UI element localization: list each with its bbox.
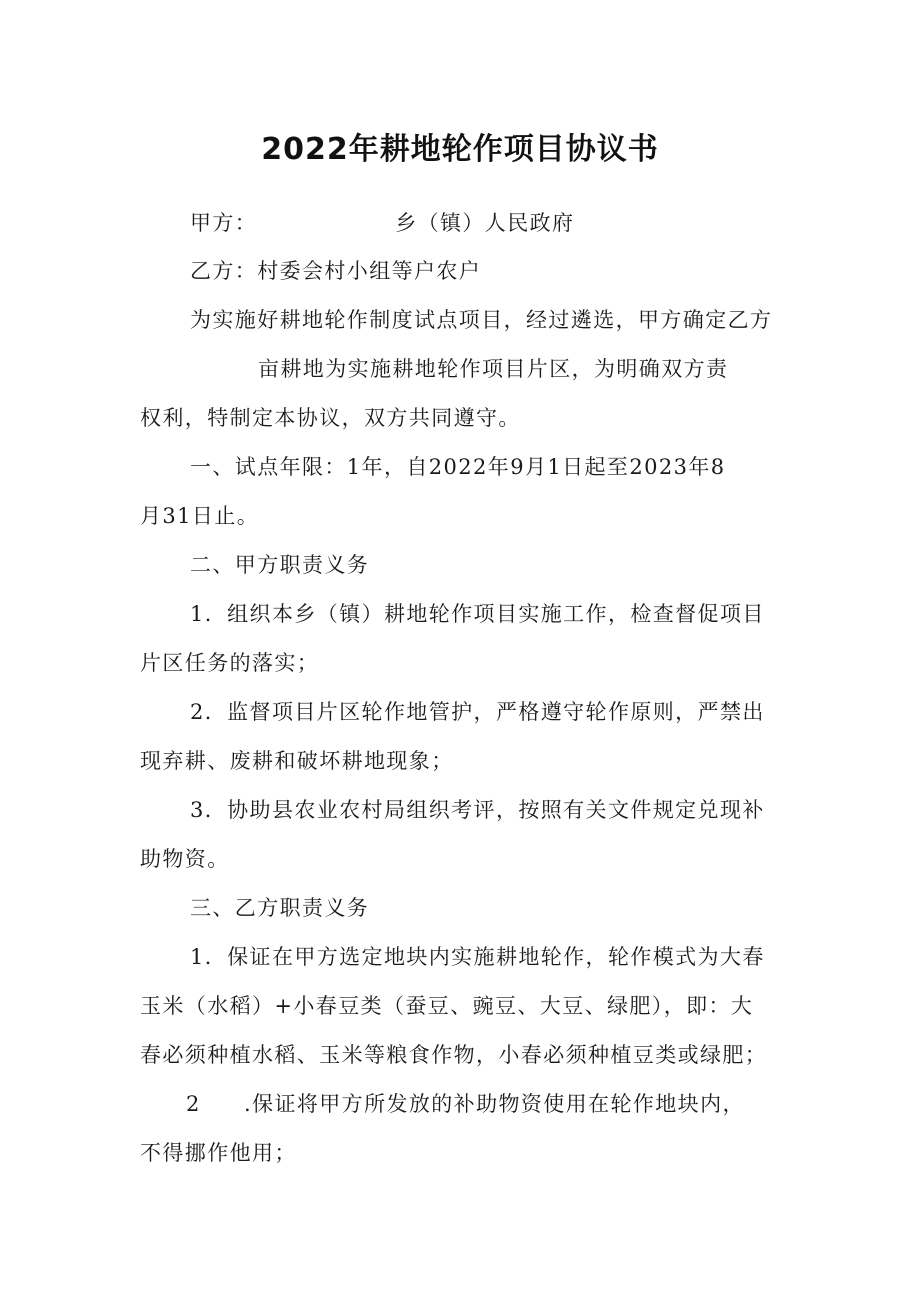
party-a-label: 甲方： xyxy=(190,211,258,235)
party-b-line: 乙方：村委会村小组等户农户 xyxy=(190,259,482,283)
section3-item1-line-2: 玉米（水稻）+小春豆类（蚕豆、豌豆、大豆、绿肥），即：大 xyxy=(140,994,754,1018)
section3-item1-line-3: 春必须种植水稻、玉米等粮食作物，小春必须种植豆类或绿肥； xyxy=(140,1043,768,1067)
section2-item3-line-2: 助物资。 xyxy=(140,847,230,871)
section2-item2-line-2: 现弃耕、废耕和破坏耕地现象； xyxy=(140,749,454,773)
section2-item1-line-2: 片区任务的落实； xyxy=(140,651,320,675)
section3-heading: 三、乙方职责义务 xyxy=(190,896,370,920)
section2-heading: 二、甲方职责义务 xyxy=(190,553,370,577)
section3-item2-line-1: .保证将甲方所发放的补助物资使用在轮作地块内， xyxy=(244,1092,745,1116)
section2-item3-line-1: 3．协助县农业农村局组织考评，按照有关文件规定兑现补 xyxy=(190,798,765,822)
section2-item1-line-1: 1．组织本乡（镇）耕地轮作项目实施工作，检查督促项目 xyxy=(190,602,765,626)
party-a-line xyxy=(190,208,574,238)
document-title: 2022年耕地轮作项目协议书 xyxy=(261,132,659,167)
party-a-name: 乡（镇）人民政府 xyxy=(395,211,575,235)
section1-line-2: 月31日止。 xyxy=(140,504,260,528)
section1-line-1: 一、试点年限：1年，自2022年9月1日起至2023年8 xyxy=(190,455,726,479)
intro-line-2: 亩耕地为实施耕地轮作项目片区，为明确双方责 xyxy=(258,357,729,381)
section2-item2-line-1: 2．监督项目片区轮作地管护，严格遵守轮作原则，严禁出 xyxy=(190,700,765,724)
intro-line-3: 权利，特制定本协议，双方共同遵守。 xyxy=(140,406,521,430)
section3-item2-line-2: 不得挪作他用； xyxy=(140,1141,297,1165)
section3-item1-line-1: 1．保证在甲方选定地块内实施耕地轮作，轮作模式为大春 xyxy=(190,945,765,969)
section3-item2-number: 2 xyxy=(186,1092,201,1116)
intro-line-1: 为实施好耕地轮作制度试点项目，经过遴选，甲方确定乙方 xyxy=(190,308,773,332)
